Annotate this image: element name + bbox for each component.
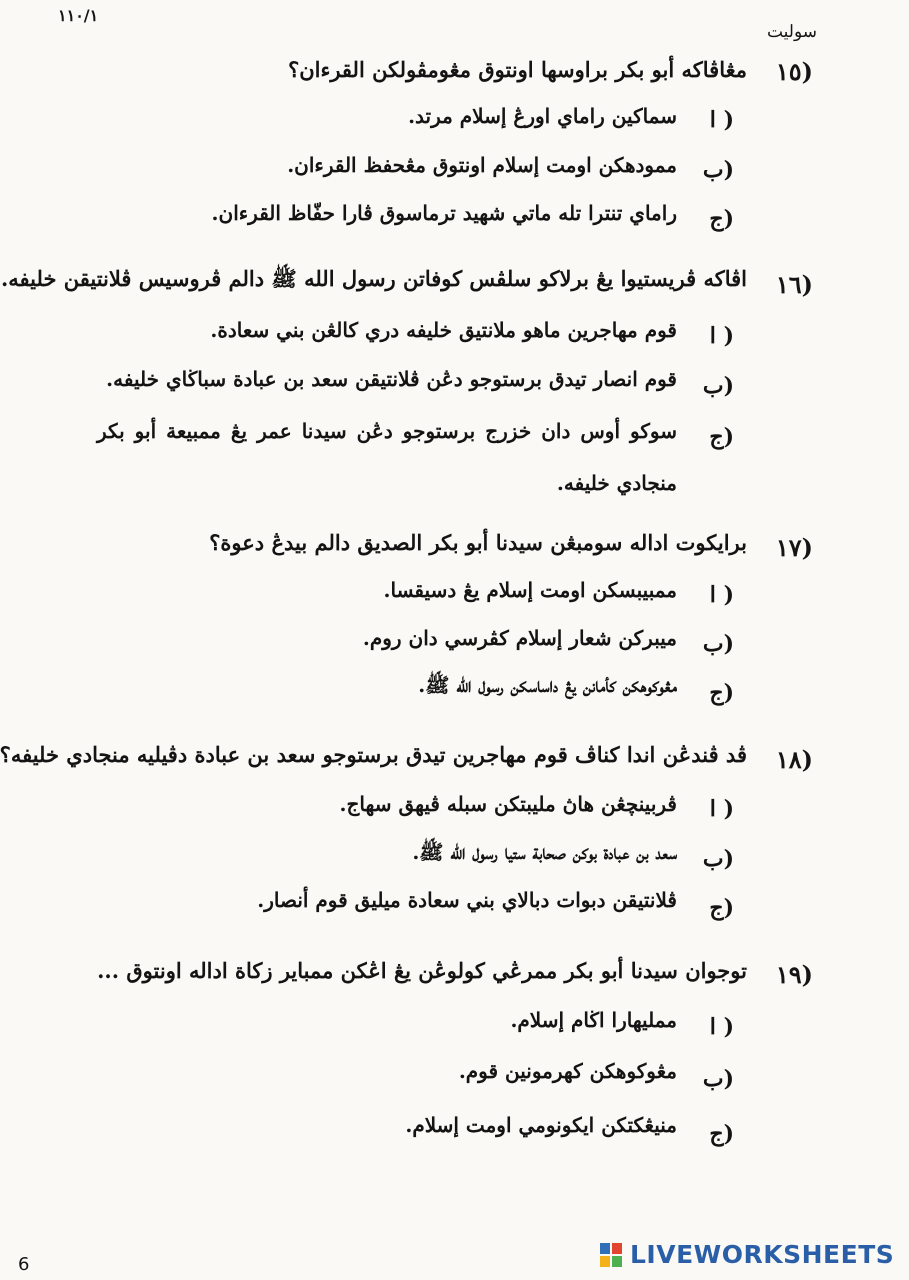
question-19-option-c[interactable]: منيڠكتكن ايكونومي اومت إسلام. bbox=[405, 1113, 677, 1137]
question-18-option-c-label[interactable]: ج) bbox=[709, 895, 734, 921]
question-15-option-c[interactable]: راماي تنترا تله ماتي شهيد ترماسوق ڤارا حفّاظ القرءان. bbox=[211, 201, 677, 225]
question-16-number: ١٦) bbox=[775, 270, 813, 299]
question-19-option-b[interactable]: مڠوكوهكن كهرمونين قوم. bbox=[458, 1059, 677, 1083]
question-16-option-b-label[interactable]: ب) bbox=[702, 373, 734, 399]
question-15-option-a-label[interactable]: ا ) bbox=[709, 107, 734, 133]
question-19-text: توجوان سيدنا أبو بكر ممرڠي كولوڠن يڠ اڠكن ممباير زكاة اداله اونتوق ... bbox=[97, 958, 747, 983]
question-15-number: ١٥) bbox=[775, 57, 813, 86]
question-17-number: ١٧) bbox=[775, 533, 813, 562]
liveworksheets-logo-icon bbox=[600, 1243, 626, 1267]
question-16-option-a[interactable]: قوم مهاجرين ماهو ملانتيق خليفه دري كالڠن بني سعادة. bbox=[210, 318, 677, 342]
page-number: 6 bbox=[18, 1254, 30, 1275]
section-title: سوليت bbox=[766, 22, 817, 42]
question-17-option-c-label[interactable]: ج) bbox=[709, 680, 734, 706]
question-15-text: مڠاڤاكه أبو بكر براوسها اونتوق مڠومڤولكن القرءان؟ bbox=[288, 57, 747, 82]
question-18-option-c[interactable]: ڤلانتيقن دبوات دبالاي بني سعادة ميليق قوم أنصار. bbox=[257, 888, 677, 912]
paper-code: ١١٠/١ bbox=[58, 6, 99, 25]
question-15-option-a[interactable]: سماكين راماي اورڠ إسلام مرتد. bbox=[408, 104, 677, 128]
question-15-option-b-label[interactable]: ب) bbox=[702, 157, 734, 183]
question-19-option-c-label[interactable]: ج) bbox=[709, 1121, 734, 1147]
question-17-text: برايكوت اداله سومبڠن سيدنا أبو بكر الصديق دالم بيدڠ دعوة؟ bbox=[209, 530, 747, 555]
question-17-option-c[interactable]: مڠوكوهكن كأمانن يڠ داساسكن رسول الله ﷺ. bbox=[418, 673, 677, 697]
question-17-option-a-label[interactable]: ا ) bbox=[709, 582, 734, 608]
liveworksheets-logo[interactable] bbox=[600, 1240, 894, 1269]
question-16-text: اڤاكه ڤريستيوا يڠ برلاكو سلڤس كوفاتن رسول الله ﷺ دالم ڤروسيس ڤلانتيقن خليفه. bbox=[0, 266, 747, 291]
liveworksheets-logo-text: LIVEWORKSHEETS bbox=[630, 1240, 895, 1269]
question-16-option-a-label[interactable]: ا ) bbox=[709, 323, 734, 349]
question-18-option-a[interactable]: ڤربينچڠن هاڽ مليبتكن سبله ڤيهق سهاج. bbox=[339, 792, 677, 816]
question-16-option-c[interactable]: سوكو أوس دان خزرج برستوجو دڠن سيدنا عمر يڠ ممبيعة أبو بكر منجادي خليفه. bbox=[97, 419, 677, 495]
question-19-number: ١٩) bbox=[775, 960, 813, 989]
question-17-option-a[interactable]: ممبيبسكن اومت إسلام يڠ دسيقسا. bbox=[383, 578, 677, 602]
question-18-option-b[interactable]: سعد بن عبادة بوكن صحابة ستيا رسول الله ﷺ. bbox=[412, 840, 677, 864]
question-15-option-c-label[interactable]: ج) bbox=[709, 206, 734, 232]
question-19-option-a[interactable]: ممليهارا اڬام إسلام. bbox=[510, 1008, 677, 1032]
question-19-option-b-label[interactable]: ب) bbox=[702, 1066, 734, 1092]
question-16-option-c-label[interactable]: ج) bbox=[709, 424, 734, 450]
question-18-option-b-label[interactable]: ب) bbox=[702, 846, 734, 872]
question-16-option-b[interactable]: قوم انصار تيدق برستوجو دڠن ڤلانتيقن سعد بن عبادة سباڬاي خليفه. bbox=[106, 367, 677, 391]
question-19-option-a-label[interactable]: ا ) bbox=[709, 1014, 734, 1040]
question-17-option-b[interactable]: ميبركن شعار إسلام كڤرسي دان روم. bbox=[362, 626, 677, 650]
question-18-text: ڤد ڤندڠن اندا كناڤ قوم مهاجرين تيدق برستوجو سعد بن عبادة دڤيليه منجادي خليفه؟ bbox=[0, 742, 747, 767]
question-17-option-b-label[interactable]: ب) bbox=[702, 631, 734, 657]
question-18-option-a-label[interactable]: ا ) bbox=[709, 796, 734, 822]
question-15-option-b[interactable]: ممودهكن اومت إسلام اونتوق مڠحفظ القرءان. bbox=[287, 153, 677, 177]
question-18-number: ١٨) bbox=[775, 745, 813, 774]
